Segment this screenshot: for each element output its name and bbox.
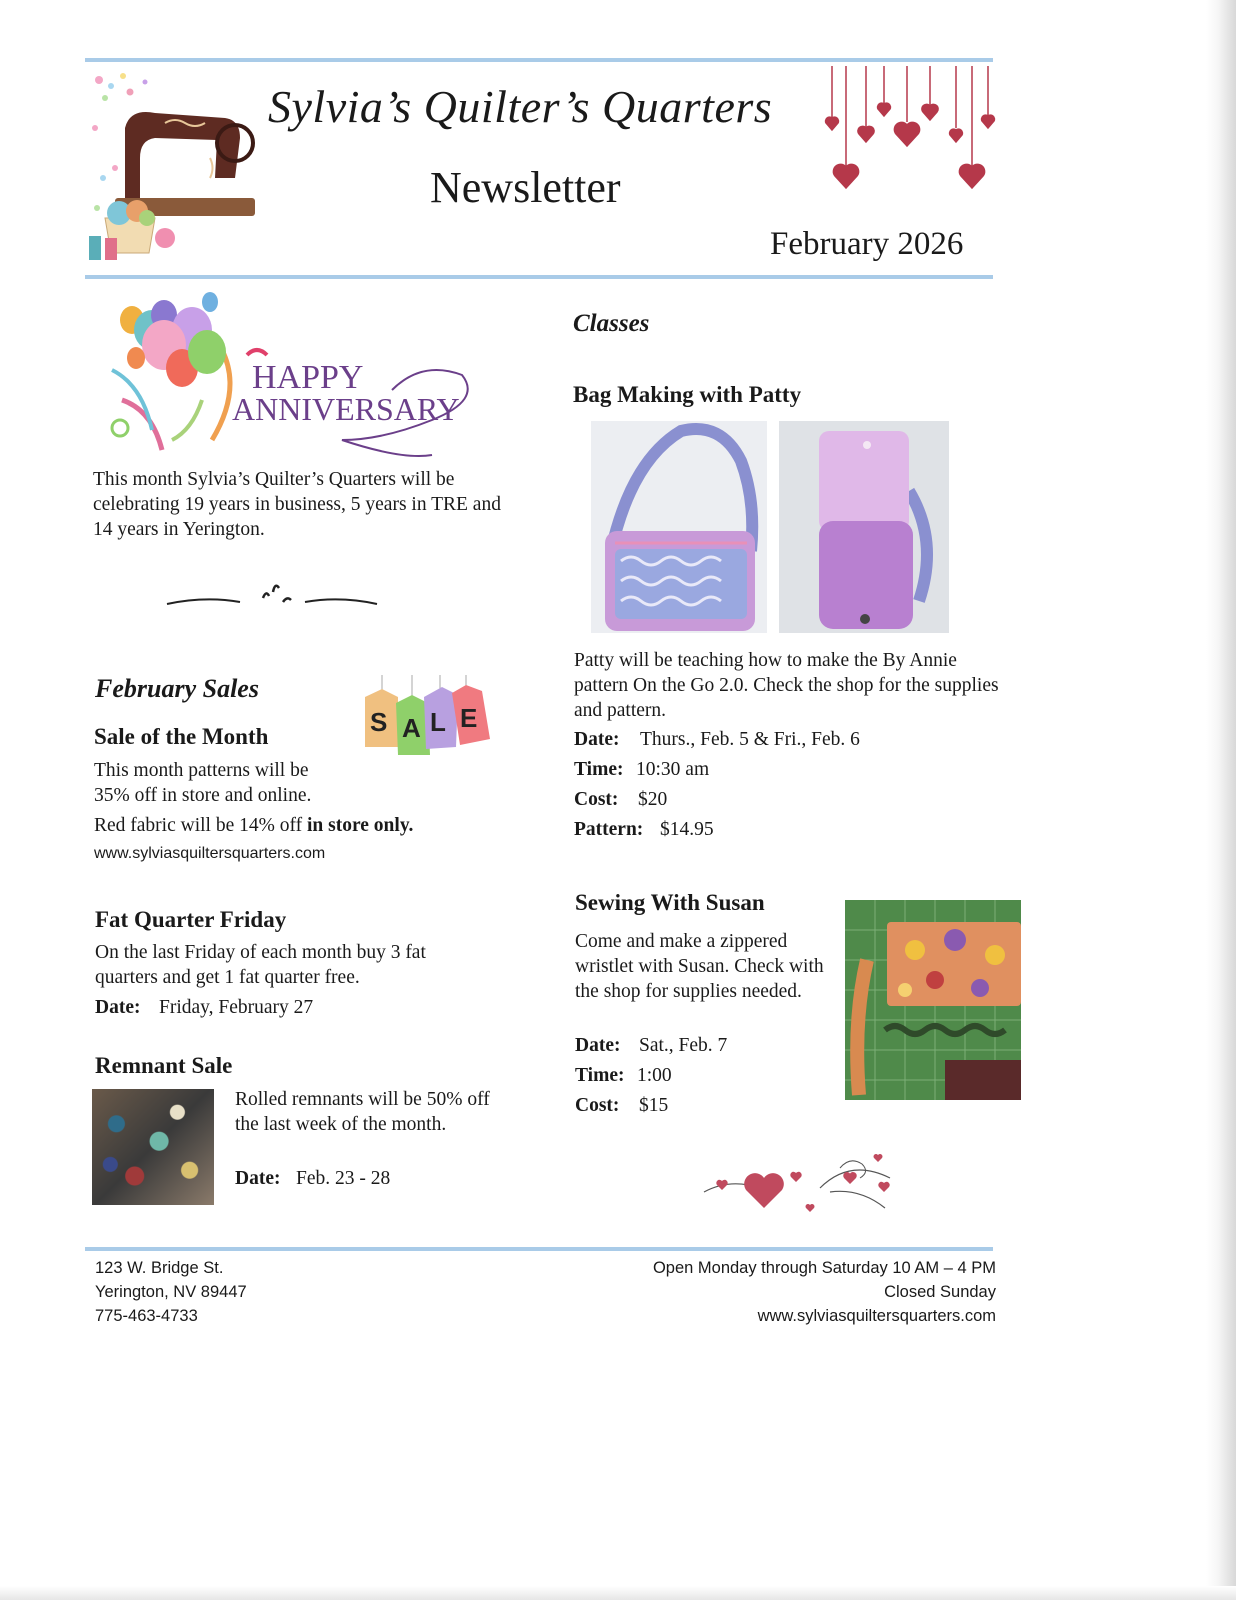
susan-time-row <box>575 1061 727 1091</box>
bag-making-details <box>574 725 860 845</box>
red-fabric-text: Red fabric will be 14% off <box>94 815 307 836</box>
spool-icon <box>89 236 101 260</box>
footer-address <box>95 1256 247 1328</box>
susan-cost-row <box>575 1091 727 1121</box>
bag-front-photo <box>591 421 767 633</box>
store-hours: Open Monday through Saturday 10 AM – 4 PM <box>652 1259 996 1277</box>
in-store-only-text: in store only. <box>307 815 414 836</box>
fat-quarter-friday-title: Fat Quarter Friday <box>95 907 287 932</box>
heart-icon <box>744 1173 784 1208</box>
phone-number: 775-463-4733 <box>95 1307 198 1325</box>
cost-value: $20 <box>638 789 668 810</box>
sewing-with-susan-title: Sewing With Susan <box>575 890 765 915</box>
remnant-bin-photo <box>92 1089 214 1205</box>
svg-text:E: E <box>460 703 478 733</box>
time-value: 10:30 am <box>636 759 710 780</box>
bag-date-row <box>574 725 860 755</box>
sale-of-month-title: Sale of the Month <box>94 724 269 749</box>
sale-tag <box>365 675 398 747</box>
newsletter-title: Sylvia’s Quilter’s Quarters <box>268 81 773 132</box>
fat-quarter-date <box>95 993 313 1023</box>
remnant-sale-body: Rolled remnants will be 50% off the last week of the month. <box>235 1089 490 1135</box>
yarn-ball <box>155 228 175 248</box>
footer-website-link[interactable]: www.sylviasquiltersquarters.com <box>757 1307 996 1325</box>
date-label: Date: <box>235 1168 281 1189</box>
svg-text:S: S <box>370 707 388 737</box>
sale-of-month-line3 <box>94 813 413 838</box>
february-sales-heading: February Sales <box>95 674 259 703</box>
scan-bottom-shadow <box>0 1586 1236 1600</box>
date-label: Date: <box>95 997 141 1018</box>
remnant-sale-date <box>235 1164 390 1194</box>
spool-icon <box>105 238 117 260</box>
time-value: 1:00 <box>637 1065 672 1086</box>
sewing-with-susan-details <box>575 1031 727 1121</box>
date-label: Date: <box>575 1035 621 1056</box>
address-line1: 123 W. Bridge St. <box>95 1259 224 1277</box>
sale-website-link[interactable]: www.sylviasquiltersquarters.com <box>94 845 326 862</box>
cost-label: Cost: <box>574 789 619 810</box>
anniversary-text: ANNIVERSARY <box>232 391 460 427</box>
footer-hours <box>653 1256 996 1328</box>
sale-of-month-line1: This month patterns will be <box>94 760 309 781</box>
date-value: Sat., Feb. 7 <box>639 1035 728 1056</box>
footer-rule <box>85 1247 993 1251</box>
remnant-sale-title: Remnant Sale <box>95 1053 233 1078</box>
header-bottom-rule <box>85 275 993 279</box>
header-top-rule <box>85 58 993 62</box>
classes-heading: Classes <box>573 310 650 337</box>
bag-cost-row <box>574 785 860 815</box>
time-label: Time: <box>574 759 624 780</box>
anniversary-message: This month Sylvia’s Quilter’s Quarters will be celebrating 19 years in business, 5 years in TRE and 14 years in Yerington. <box>93 469 501 540</box>
bag-making-title: Bag Making with Patty <box>573 382 802 407</box>
newsletter-subtitle: Newsletter <box>430 163 621 212</box>
fat-quarter-friday-body: On the last Friday of each month buy 3 fat quarters and get 1 fat quarter free. <box>95 942 426 988</box>
bag-time-row <box>574 755 860 785</box>
date-value: Friday, February 27 <box>159 997 314 1018</box>
sale-tags-graphic <box>360 675 495 755</box>
date-value: Thurs., Feb. 5 & Fri., Feb. 6 <box>640 729 860 750</box>
closed-day: Closed Sunday <box>884 1283 996 1301</box>
time-label: Time: <box>575 1065 625 1086</box>
hanging-hearts-decoration <box>822 66 1002 196</box>
bag-making-body: Patty will be teaching how to make the By Annie pattern On the Go 2.0. Check the shop for the supplies and pattern. <box>574 650 999 721</box>
happy-text: HAPPY <box>252 359 364 396</box>
heart-flourish-divider <box>700 1148 895 1218</box>
address-line2: Yerington, NV 89447 <box>95 1283 247 1301</box>
pattern-label: Pattern: <box>574 819 644 840</box>
sale-of-month-line2: 35% off in store and online. <box>94 785 312 806</box>
bag-open-photo <box>779 421 949 633</box>
sale-tag <box>424 675 458 749</box>
date-label: Date: <box>574 729 620 750</box>
svg-text:L: L <box>430 707 446 737</box>
svg-text:A: A <box>402 713 421 743</box>
sewing-with-susan-body: Come and make a zippered wristlet with Susan. Check with the shop for supplies needed. <box>575 931 824 1002</box>
sale-tag <box>452 675 490 745</box>
cost-value: $15 <box>639 1095 669 1116</box>
bag-pattern-row <box>574 815 860 845</box>
susan-date-row <box>575 1031 727 1061</box>
issue-date: February 2026 <box>770 226 964 262</box>
date-value: Feb. 23 - 28 <box>296 1168 391 1189</box>
cost-label: Cost: <box>575 1095 620 1116</box>
pattern-value: $14.95 <box>660 819 714 840</box>
sewing-machine-illustration <box>85 68 265 268</box>
flourish-divider <box>165 582 380 612</box>
wristlet-photo <box>845 900 1021 1100</box>
scan-edge-shadow <box>1206 0 1236 1600</box>
happy-anniversary-graphic <box>92 290 482 460</box>
